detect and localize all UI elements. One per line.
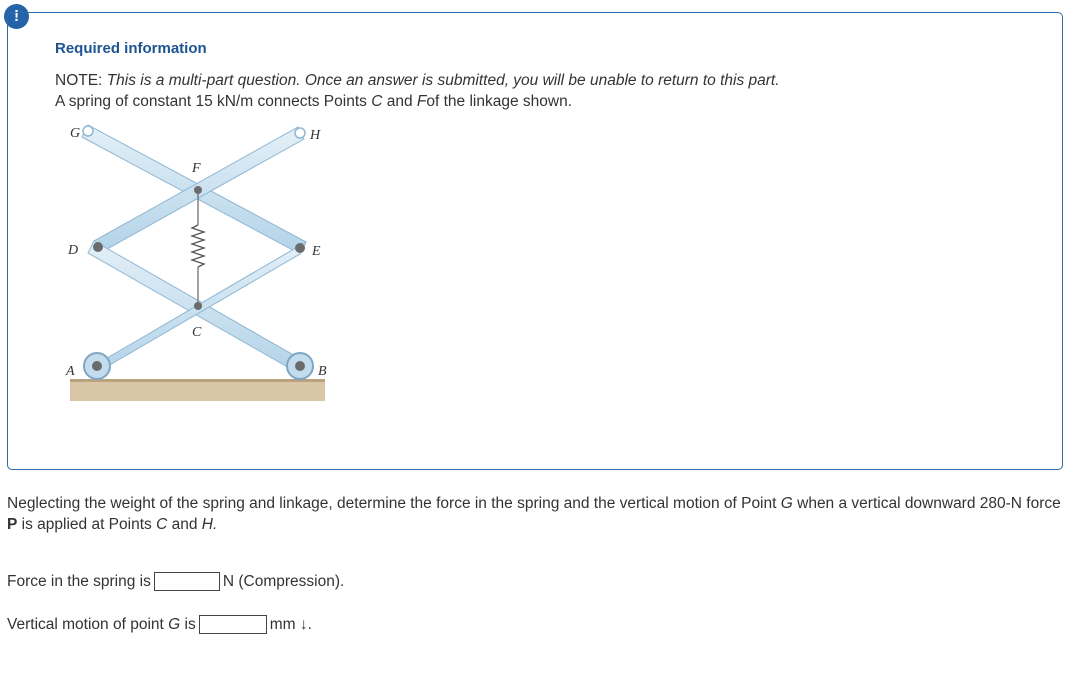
ground	[70, 379, 325, 401]
label-c: C	[192, 325, 202, 340]
motion-point-g: G	[168, 615, 181, 633]
pin-d	[93, 242, 103, 252]
label-h: H	[310, 128, 321, 143]
force-input[interactable]	[154, 572, 220, 591]
question-point-c: C	[156, 516, 168, 533]
note-text	[55, 72, 780, 90]
desc-post: of the linkage shown.	[426, 93, 572, 110]
question-and: and	[171, 516, 198, 533]
question-mid: when a vertical downward 280-N force	[797, 495, 1061, 512]
motion-label-post: is	[184, 615, 196, 633]
desc-point-c: C	[371, 93, 383, 110]
question-point-g: G	[780, 495, 793, 512]
question-point-h: H.	[201, 516, 218, 533]
desc-and: and	[386, 93, 413, 110]
motion-label-pre: Vertical motion of point	[7, 615, 164, 633]
question-mid2: is applied at Points	[21, 516, 152, 533]
question-force-p: P	[7, 516, 18, 533]
motion-unit: mm ↓.	[269, 615, 312, 633]
label-e: E	[312, 244, 321, 259]
desc-point-f: F	[416, 93, 427, 110]
pin-f	[194, 186, 202, 194]
label-g: G	[70, 126, 81, 141]
spring	[192, 225, 204, 267]
linkage-figure	[60, 117, 340, 407]
note-prefix: NOTE:	[55, 72, 103, 89]
note-body: This is a multi-part question. Once an answer is submitted, you will be unable to return to this part.	[106, 72, 780, 89]
label-a: A	[66, 364, 75, 379]
alert-icon: !	[4, 4, 29, 29]
motion-input[interactable]	[199, 615, 267, 634]
label-d: D	[68, 243, 79, 258]
question-pre: Neglecting the weight of the spring and linkage, determine the force in the spring and the vertical motion of Point	[7, 495, 777, 512]
question-text	[7, 493, 1067, 535]
force-label: Force in the spring is	[7, 572, 151, 590]
pin-e	[295, 243, 305, 253]
problem-description	[55, 93, 572, 111]
desc-pre: A spring of constant 15 kN/m connects Points	[55, 93, 367, 110]
motion-answer-row	[7, 615, 312, 634]
pin-h	[295, 128, 305, 138]
pin-c	[194, 302, 202, 310]
force-answer-row	[7, 572, 344, 591]
pin-g	[83, 126, 93, 136]
required-information-title: Required information	[55, 40, 207, 57]
label-b: B	[318, 364, 327, 379]
force-unit: N (Compression).	[222, 572, 345, 590]
label-f: F	[192, 161, 201, 176]
